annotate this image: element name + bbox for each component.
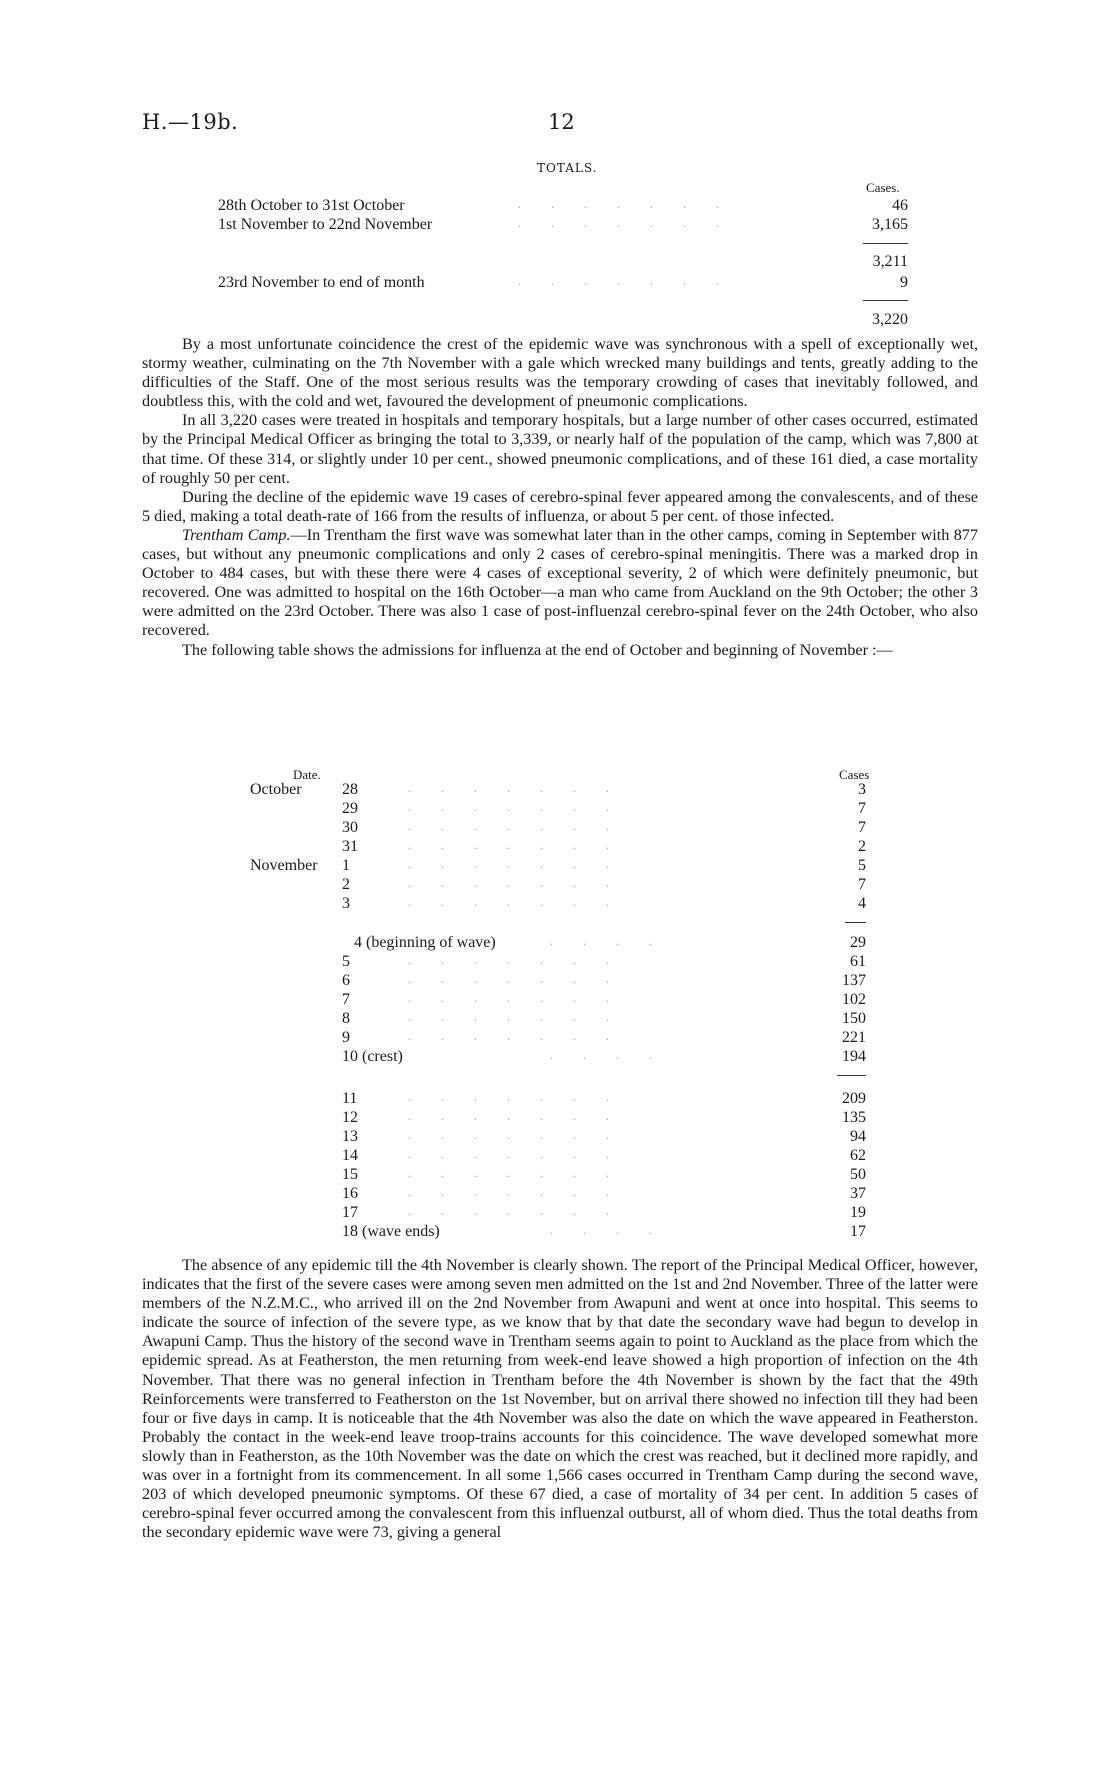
cases-cell: 37	[850, 1185, 866, 1202]
day-cell: 29	[342, 800, 358, 817]
totals-row	[218, 216, 908, 236]
leader-dots: .......	[408, 972, 639, 986]
totals-subtotal-row	[218, 253, 908, 273]
table-row	[250, 1090, 866, 1109]
leader-dots: .......	[518, 216, 749, 230]
leader-dots: .......	[408, 876, 639, 890]
table-row	[250, 876, 866, 895]
cases-cell: 29	[850, 934, 866, 951]
leader-dots: .......	[408, 895, 639, 909]
paragraph: The following table shows the admissions for influenza at the end of October and beginning of November :—	[182, 640, 893, 659]
totals-heading: TOTALS.	[537, 161, 598, 175]
day-cell: 7	[342, 991, 350, 1008]
table-row	[250, 1204, 866, 1223]
table-row	[250, 934, 866, 953]
day-cell: 9	[342, 1029, 350, 1046]
totals-row-value: 46	[892, 197, 908, 214]
day-cell: 15	[342, 1166, 358, 1183]
cases-cell: 94	[850, 1128, 866, 1145]
totals-row	[218, 274, 908, 294]
table-row	[250, 781, 866, 800]
body-text-upper	[142, 335, 978, 660]
table-row	[250, 857, 866, 876]
day-cell: 16	[342, 1185, 358, 1202]
table-row	[250, 1166, 866, 1185]
leader-dots: .......	[408, 1090, 639, 1104]
totals-row-label: 23rd November to end of month	[218, 274, 425, 291]
leader-dots: ....	[550, 1048, 682, 1062]
admissions-date-header: Date.	[293, 767, 321, 782]
cases-cell: 62	[850, 1147, 866, 1164]
table-row	[250, 1010, 866, 1029]
day-cell: 30	[342, 819, 358, 836]
table-row	[250, 1147, 866, 1166]
totals-subtotal: 3,211	[872, 253, 908, 270]
table-row	[250, 838, 866, 857]
table-row	[250, 895, 866, 914]
table-row	[250, 1029, 866, 1048]
cases-cell: 7	[858, 819, 866, 836]
paragraph-body: —In Trentham the first wave was somewhat later than in the other camps, coming in September with 877 cases, but without any pneumonic complications and only 2 cases of cerebro-spinal meningitis. There was a marked drop in October to 484 cases, but with these there were 4 cases of exceptional severity, 2 of which were definitely pneumonic, but recovered. One was admitted to hospital on the 16th October—a man who came from Auckland on the 9th October; the other 3 were admitted on the 23rd October. There was also 1 case of post-influenzal cerebro-spinal fever on the 24th October, who also recovered.	[142, 525, 978, 640]
leader-dots: .......	[518, 274, 749, 288]
cases-cell: 7	[858, 800, 866, 817]
leader-dots: .......	[408, 1029, 639, 1043]
day-cell: 12	[342, 1109, 358, 1126]
day-cell: 28	[342, 781, 358, 798]
day-cell: 11	[342, 1090, 358, 1107]
sum-rule	[863, 300, 908, 301]
paragraph: The absence of any epidemic till the 4th November is clearly shown. The report of the Principal Medical Officer, however, indicates that the first of the severe cases were among seven men admitted on the 1st and 2nd November. Three of the latter were members of the N.Z.M.C., who arrived ill on the 2nd November from Awapuni and went at once into hospital. This seems to indicate the source of infection of the severe type, as we know that by that date the secondary wave had begun to develop in Awapuni Camp. Thus the history of the second wave in Trentham seems again to point to Auckland as the place from which the epidemic spread. As at Featherston, the men returning from week-end leave showed a high proportion of infection on the 4th November. That there was no general infection in Trentham before the 4th November is shown by the fact that the 49th Reinforcements were transferred to Featherston on the 1st November, but on arrival there showed no infection till they had been four or five days in camp. It is noticeable that the 4th November was also the date on which the wave appeared in Featherston. Probably the contact in the week-end leave troop-trains accounts for this coincidence. The wave developed somewhat more slowly than in Featherston, as the 10th November was the date on which the crest was reached, but it declined more rapidly, and was over in a fortnight from its commencement. In all some 1,566 cases occurred in Trentham Camp during the second wave, 203 of which developed pneumonic symptoms. Of these 67 died, a case of mortality of 34 per cent. In addition 5 cases of cerebro-spinal fever occurred among the convalescent from this influenzal outburst, all of whom died. Thus the total deaths from the secondary epidemic wave were 73, giving a general	[142, 1256, 978, 1542]
cases-cell: 7	[858, 876, 866, 893]
totals-row-label: 1st November to 22nd November	[218, 216, 433, 233]
sum-rule	[845, 922, 866, 923]
day-cell: 17	[342, 1204, 358, 1221]
cases-cell: 2	[858, 838, 866, 855]
cases-cell: 17	[850, 1223, 866, 1240]
day-cell: 3	[342, 895, 350, 912]
leader-dots: .......	[408, 857, 639, 871]
leader-dots: .......	[408, 1128, 639, 1142]
admissions-cases-header: Cases	[839, 767, 870, 782]
cases-cell: 209	[842, 1090, 866, 1107]
day-cell: 14	[342, 1147, 358, 1164]
totals-grand-total: 3,220	[872, 311, 908, 328]
cases-cell: 4	[858, 895, 866, 912]
totals-row-value: 9	[900, 274, 908, 291]
leader-dots: .......	[408, 1147, 639, 1161]
cases-cell: 50	[850, 1166, 866, 1183]
leader-dots: ....	[550, 1223, 682, 1237]
cases-cell: 137	[842, 972, 866, 989]
cases-cell: 150	[842, 1010, 866, 1027]
leader-dots: .......	[408, 1010, 639, 1024]
day-cell: 4 (beginning of wave)	[354, 934, 496, 951]
leader-dots: .......	[408, 1185, 639, 1199]
table-row	[250, 1223, 866, 1242]
leader-dots: .......	[408, 781, 639, 795]
day-cell: 10 (crest)	[342, 1048, 403, 1065]
leader-dots: .......	[408, 819, 639, 833]
paragraph: In all 3,220 cases were treated in hospitals and temporary hospitals, but a large number of other cases occurred, estimated by the Principal Medical Officer as bringing the total to 3,339, or nearly half of the population of the camp, which was 7,800 at that time. Of these 314, or slightly under 10 per cent., showed pneumonic complications, and of these 161 died, a case mortality of roughly 50 per cent.	[142, 411, 978, 487]
day-cell: 31	[342, 838, 358, 855]
day-cell: 5	[342, 953, 350, 970]
month-cell: October	[250, 781, 302, 798]
day-cell: 13	[342, 1128, 358, 1145]
cases-cell: 5	[858, 857, 866, 874]
table-row	[250, 991, 866, 1010]
table-row	[250, 953, 866, 972]
day-cell: 18 (wave ends)	[342, 1223, 440, 1240]
month-cell: November	[250, 857, 318, 874]
totals-row-value: 3,165	[872, 216, 908, 233]
paragraph: By a most unfortunate coincidence the crest of the epidemic wave was synchronous with a spell of exceptionally wet, stormy weather, culminating on the 7th November with a gale which wrecked many buildings and tents, greatly adding to the difficulties of the Staff. One of the most serious results was the temporary crowding of cases that inevitably followed, and doubtless this, with the cold and wet, favoured the development of pneumonic complications.	[142, 335, 978, 411]
totals-row-label: 28th October to 31st October	[218, 197, 405, 214]
cases-cell: 194	[842, 1048, 866, 1065]
leader-dots: .......	[408, 991, 639, 1005]
totals-cases-header: Cases.	[866, 180, 900, 195]
leader-dots: .......	[408, 838, 639, 852]
leader-dots: .......	[408, 953, 639, 967]
day-cell: 8	[342, 1010, 350, 1027]
day-cell: 2	[342, 876, 350, 893]
leader-dots: .......	[408, 1166, 639, 1180]
day-cell: 6	[342, 972, 350, 989]
leader-dots: .......	[518, 197, 749, 211]
totals-row	[218, 197, 908, 217]
paragraph: During the decline of the epidemic wave 19 cases of cerebro-spinal fever appeared among the convalescents, and of these 5 died, making a total death-rate of 166 from the results of influenza, or about 5 per cent. of those infected.	[142, 487, 978, 525]
leader-dots: ....	[550, 934, 682, 948]
day-cell: 1	[342, 857, 350, 874]
cases-cell: 102	[842, 991, 866, 1008]
leader-dots: .......	[408, 800, 639, 814]
cases-cell: 221	[842, 1029, 866, 1046]
table-row	[250, 819, 866, 838]
cases-cell: 135	[842, 1109, 866, 1126]
table-row	[250, 972, 866, 991]
cases-cell: 19	[850, 1204, 866, 1221]
section-heading: Trentham Camp.	[182, 525, 291, 544]
table-row	[250, 1048, 866, 1067]
sum-rule	[837, 1075, 866, 1076]
sum-rule	[863, 243, 908, 244]
paragraph	[142, 526, 978, 641]
totals-grand-row	[218, 311, 908, 331]
body-text-lower	[142, 1256, 978, 1542]
document-reference: H.—19b.	[142, 110, 239, 134]
table-row	[250, 1109, 866, 1128]
table-row	[250, 800, 866, 819]
table-row	[250, 1185, 866, 1204]
cases-cell: 3	[858, 781, 866, 798]
cases-cell: 61	[850, 953, 866, 970]
leader-dots: .......	[408, 1204, 639, 1218]
table-row	[250, 1128, 866, 1147]
leader-dots: .......	[408, 1109, 639, 1123]
page-number: 12	[548, 110, 575, 134]
